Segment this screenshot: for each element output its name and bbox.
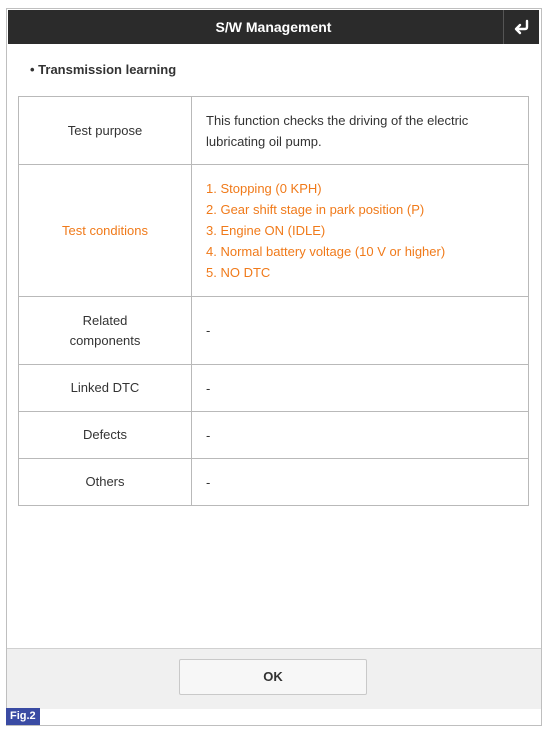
dialog-footer — [7, 648, 541, 709]
value-line: This function checks the driving of the electric — [206, 112, 469, 128]
info-table — [18, 96, 529, 506]
section-title: • Transmission learning — [30, 62, 177, 77]
value-line: lubricating oil pump. — [206, 133, 322, 149]
table-row — [19, 365, 529, 412]
row-value-others: - — [192, 459, 529, 506]
row-value-test-conditions — [192, 165, 529, 297]
row-label-test-conditions: Test conditions — [19, 165, 192, 297]
row-value-test-purpose — [192, 97, 529, 165]
row-value-linked-dtc: - — [192, 365, 529, 412]
figure-label: Fig.2 — [6, 708, 40, 725]
label-line: components — [69, 332, 141, 348]
table-row — [19, 459, 529, 506]
label-line: Related — [82, 312, 128, 328]
row-label-linked-dtc: Linked DTC — [19, 365, 192, 412]
condition-item: 5. NO DTC — [206, 265, 271, 280]
row-label-related-components — [19, 297, 192, 365]
window-title: S/W Management — [215, 19, 332, 35]
condition-item: 3. Engine ON (IDLE) — [206, 223, 326, 238]
row-label-test-purpose: Test purpose — [19, 97, 192, 165]
title-bar — [8, 10, 539, 44]
back-button[interactable] — [503, 10, 539, 44]
condition-item: 4. Normal battery voltage (10 V or higher) — [206, 244, 446, 259]
row-label-others: Others — [19, 459, 192, 506]
row-label-defects: Defects — [19, 412, 192, 459]
table-row — [19, 297, 529, 365]
row-value-related-components: - — [192, 297, 529, 365]
table-row — [19, 412, 529, 459]
ok-button[interactable]: OK — [179, 659, 367, 695]
return-arrow-icon — [513, 19, 531, 35]
table-row — [19, 165, 529, 297]
table-row — [19, 97, 529, 165]
condition-item: 1. Stopping (0 KPH) — [206, 181, 322, 196]
condition-item: 2. Gear shift stage in park position (P) — [206, 202, 425, 217]
row-value-defects: - — [192, 412, 529, 459]
